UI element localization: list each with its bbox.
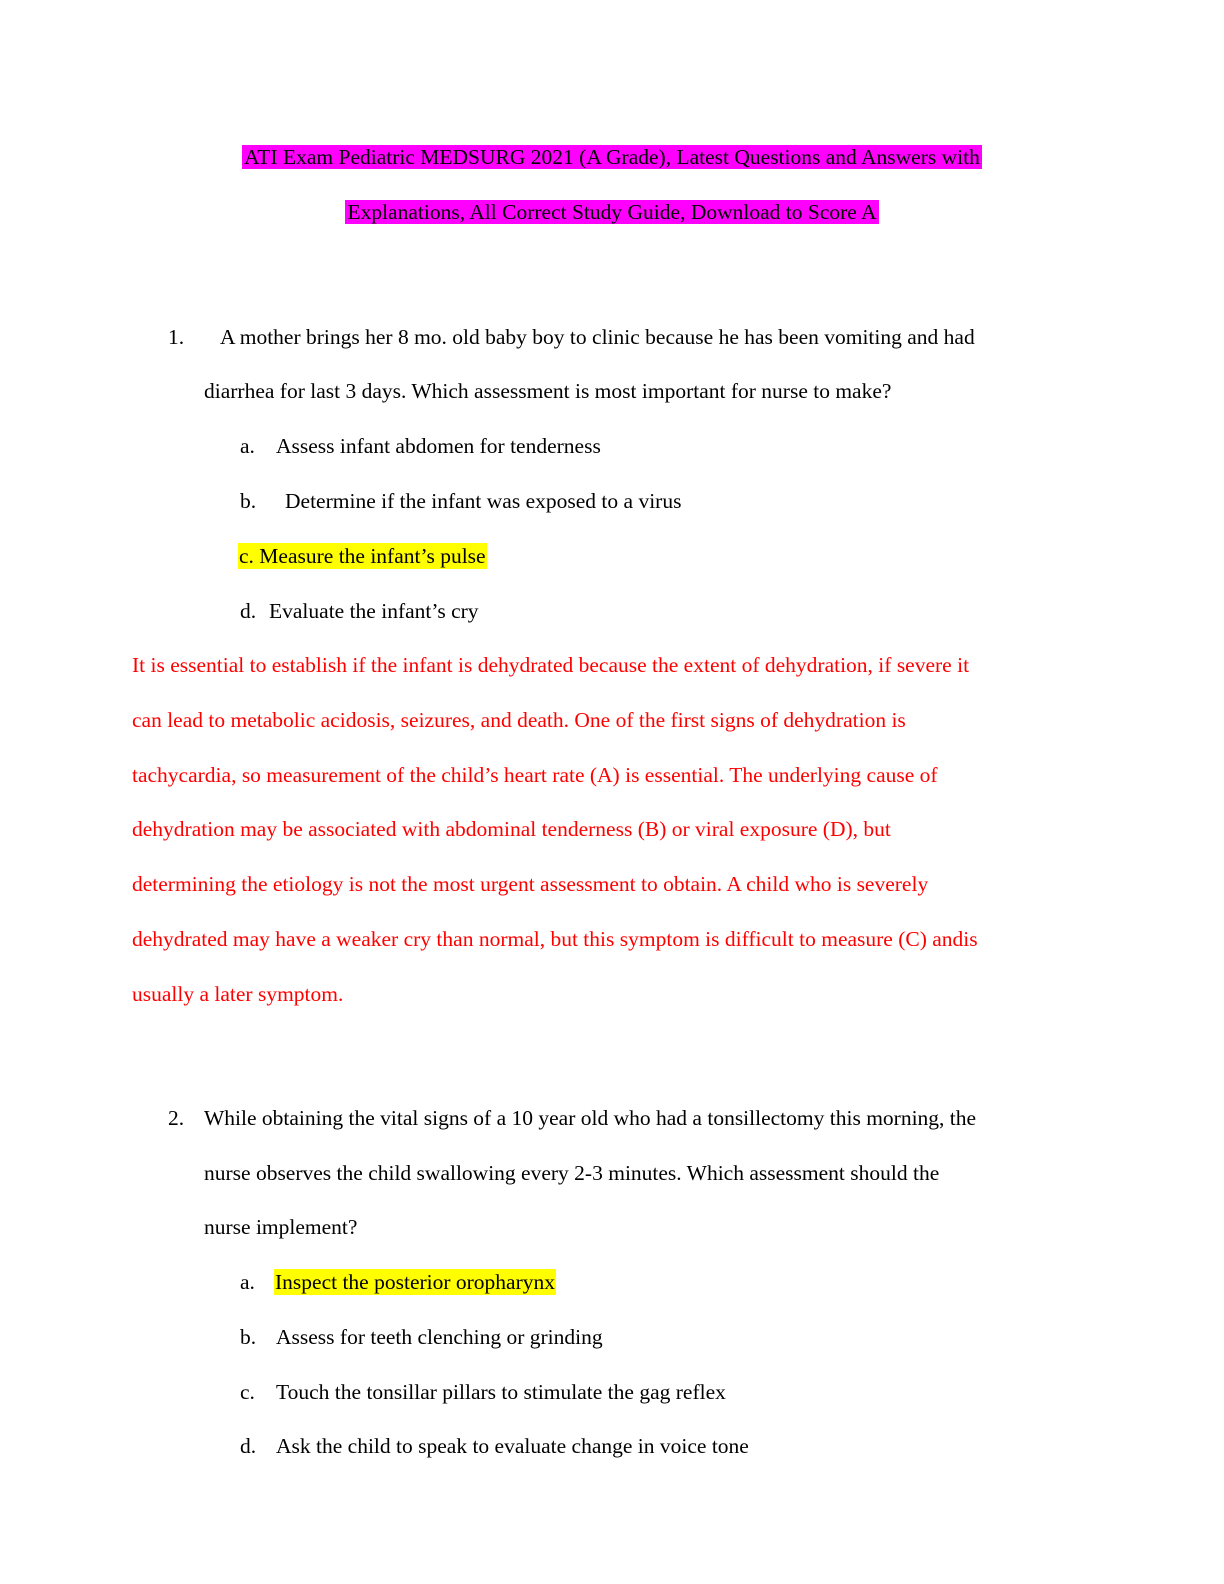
rationale-line: tachycardia, so measurement of the child’s heart rate (A) is essential. The underlying cause of <box>132 763 938 787</box>
title-highlight: ATI Exam Pediatric MEDSURG 2021 (A Grade), Latest Questions and Answers with <box>244 145 980 169</box>
question-stem-line: While obtaining the vital signs of a 10 year old who had a tonsillectomy this morning, the <box>204 1106 977 1130</box>
option-text: Measure the infant’s pulse <box>259 544 486 568</box>
option-letter: d. <box>240 599 257 623</box>
option-letter: c. <box>239 544 254 568</box>
option-letter: a. <box>240 434 255 458</box>
title-highlight: Explanations, All Correct Study Guide, Download to Score A <box>347 200 877 224</box>
question-stem-line: nurse implement? <box>204 1215 358 1239</box>
rationale-line: dehydration may be associated with abdominal tenderness (B) or viral exposure (D), but <box>132 817 891 841</box>
question-number: 2. <box>168 1106 185 1130</box>
document-title-line-2 <box>0 199 1224 225</box>
rationale-line: dehydrated may have a weaker cry than normal, but this symptom is difficult to measure (C) andis <box>132 927 978 951</box>
option-letter: c. <box>240 1380 255 1404</box>
question-stem-line: diarrhea for last 3 days. Which assessment is most important for nurse to make? <box>204 379 892 403</box>
option-text: Inspect the posterior oropharynx <box>275 1270 556 1294</box>
question-stem-line: nurse observes the child swallowing every 2-3 minutes. Which assessment should the <box>204 1161 940 1185</box>
option-letter: d. <box>240 1434 257 1458</box>
option-text: Touch the tonsillar pillars to stimulate the gag reflex <box>276 1380 726 1404</box>
option-text: Ask the child to speak to evaluate change in voice tone <box>276 1434 749 1458</box>
question-stem-line: A mother brings her 8 mo. old baby boy to clinic because he has been vomiting and had <box>220 325 975 349</box>
option-text: Evaluate the infant’s cry <box>269 599 479 623</box>
rationale-line: usually a later symptom. <box>132 982 344 1006</box>
option-text: Determine if the infant was exposed to a virus <box>285 489 682 513</box>
question-number: 1. <box>168 325 185 349</box>
document-title-line-1 <box>0 144 1224 170</box>
option-text: Assess for teeth clenching or grinding <box>276 1325 603 1349</box>
option-text: Assess infant abdomen for tenderness <box>276 434 601 458</box>
rationale-line: determining the etiology is not the most urgent assessment to obtain. A child who is severely <box>132 872 929 896</box>
rationale-line: It is essential to establish if the infant is dehydrated because the extent of dehydration, if severe it <box>132 653 970 677</box>
option-c-correct-answer <box>238 543 487 569</box>
option-letter: b. <box>240 489 257 513</box>
option-letter: b. <box>240 1325 257 1349</box>
option-letter: a. <box>240 1270 255 1294</box>
rationale-line: can lead to metabolic acidosis, seizures, and death. One of the first signs of dehydration is <box>132 708 906 732</box>
